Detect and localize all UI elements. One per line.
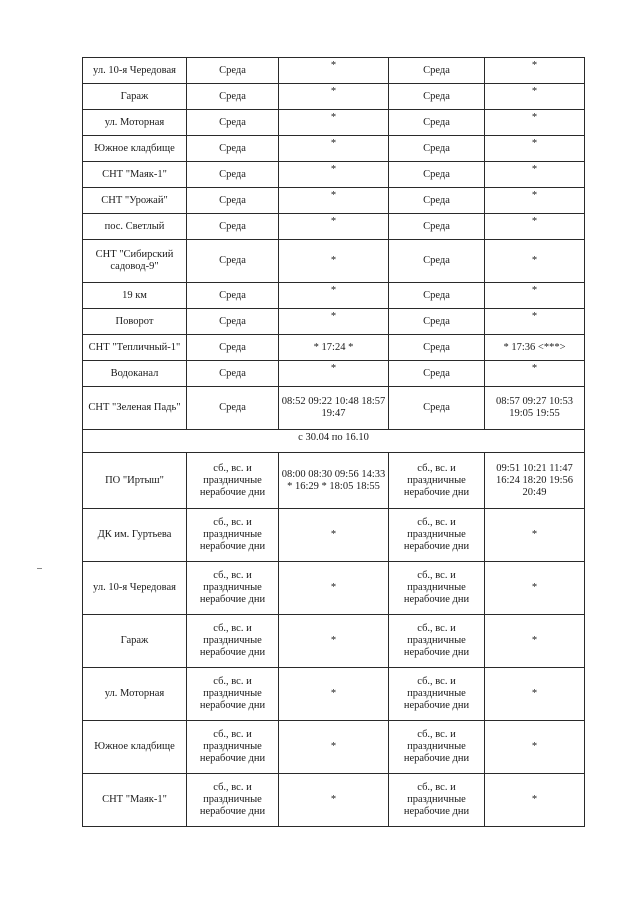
stop-name: ул. 10-я Чередовая [83, 562, 187, 615]
departure-times: * [279, 668, 389, 721]
day-cell: сб., вс. и праздничные нерабочие дни [187, 453, 279, 509]
day-cell: Среда [187, 188, 279, 214]
table-row [83, 188, 585, 214]
arrival-times: * [485, 562, 585, 615]
section-title: с 30.04 по 16.10 [83, 430, 585, 453]
stop-name: СНТ "Тепличный-1" [83, 335, 187, 361]
day-cell: Среда [187, 110, 279, 136]
day-cell: Среда [187, 387, 279, 430]
stop-name: СНТ "Маяк-1" [83, 162, 187, 188]
stop-name: Южное кладбище [83, 721, 187, 774]
day-cell: Среда [389, 58, 485, 84]
stop-name: ул. Моторная [83, 110, 187, 136]
table-row [83, 387, 585, 430]
stop-name: Поворот [83, 309, 187, 335]
stop-name: ул. 10-я Чередовая [83, 58, 187, 84]
section-row [83, 430, 585, 453]
day-cell: сб., вс. и праздничные нерабочие дни [389, 453, 485, 509]
arrival-times: * [485, 162, 585, 188]
table-row [83, 453, 585, 509]
arrival-times: * [485, 188, 585, 214]
day-cell: Среда [187, 335, 279, 361]
departure-times: * [279, 110, 389, 136]
arrival-times: * [485, 110, 585, 136]
arrival-times: 09:51 10:21 11:47 16:24 18:20 19:56 20:49 [485, 453, 585, 509]
stop-name: Водоканал [83, 361, 187, 387]
table-row [83, 668, 585, 721]
day-cell: Среда [389, 283, 485, 309]
departure-times: * [279, 361, 389, 387]
arrival-times: * [485, 309, 585, 335]
table-row [83, 335, 585, 361]
arrival-times: * [485, 283, 585, 309]
day-cell: Среда [389, 188, 485, 214]
arrival-times: * 17:36 <***> [485, 335, 585, 361]
arrival-times: * [485, 58, 585, 84]
day-cell: Среда [187, 58, 279, 84]
departure-times: * [279, 240, 389, 283]
table-row [83, 240, 585, 283]
departure-times: 08:52 09:22 10:48 18:57 19:47 [279, 387, 389, 430]
stop-name: 19 км [83, 283, 187, 309]
arrival-times: * [485, 774, 585, 827]
arrival-times: * [485, 361, 585, 387]
stop-name: Южное кладбище [83, 136, 187, 162]
table-row [83, 58, 585, 84]
arrival-times: 08:57 09:27 10:53 19:05 19:55 [485, 387, 585, 430]
arrival-times: * [485, 615, 585, 668]
scan-mark [37, 568, 42, 569]
table-row [83, 615, 585, 668]
day-cell: Среда [389, 361, 485, 387]
stop-name: СНТ "Сибирский садовод-9" [83, 240, 187, 283]
stop-name: пос. Светлый [83, 214, 187, 240]
departure-times: * [279, 58, 389, 84]
departure-times: * [279, 615, 389, 668]
stop-name: СНТ "Урожай" [83, 188, 187, 214]
table-row [83, 110, 585, 136]
day-cell: сб., вс. и праздничные нерабочие дни [187, 509, 279, 562]
arrival-times: * [485, 721, 585, 774]
stop-name: ДК им. Гуртьева [83, 509, 187, 562]
day-cell: сб., вс. и праздничные нерабочие дни [389, 774, 485, 827]
day-cell: Среда [187, 240, 279, 283]
stop-name: ПО "Иртыш" [83, 453, 187, 509]
stop-name: СНТ "Зеленая Падь" [83, 387, 187, 430]
table-row [83, 214, 585, 240]
day-cell: сб., вс. и праздничные нерабочие дни [389, 615, 485, 668]
departure-times: * [279, 774, 389, 827]
day-cell: Среда [389, 214, 485, 240]
day-cell: Среда [389, 387, 485, 430]
arrival-times: * [485, 84, 585, 110]
day-cell: Среда [187, 84, 279, 110]
day-cell: сб., вс. и праздничные нерабочие дни [187, 615, 279, 668]
day-cell: Среда [389, 110, 485, 136]
day-cell: сб., вс. и праздничные нерабочие дни [187, 721, 279, 774]
stop-name: Гараж [83, 615, 187, 668]
arrival-times: * [485, 214, 585, 240]
day-cell: сб., вс. и праздничные нерабочие дни [389, 721, 485, 774]
table-row [83, 361, 585, 387]
day-cell: Среда [389, 84, 485, 110]
day-cell: Среда [389, 335, 485, 361]
departure-times: * [279, 562, 389, 615]
arrival-times: * [485, 136, 585, 162]
day-cell: Среда [389, 309, 485, 335]
day-cell: сб., вс. и праздничные нерабочие дни [187, 562, 279, 615]
stop-name: ул. Моторная [83, 668, 187, 721]
schedule-body [83, 58, 585, 827]
table-row [83, 774, 585, 827]
departure-times: * [279, 721, 389, 774]
departure-times: * 17:24 * [279, 335, 389, 361]
table-row [83, 562, 585, 615]
table-row [83, 283, 585, 309]
departure-times: * [279, 214, 389, 240]
day-cell: сб., вс. и праздничные нерабочие дни [389, 668, 485, 721]
arrival-times: * [485, 240, 585, 283]
departure-times: * [279, 84, 389, 110]
departure-times: * [279, 162, 389, 188]
arrival-times: * [485, 668, 585, 721]
departure-times: * [279, 188, 389, 214]
departure-times: * [279, 509, 389, 562]
table-row [83, 509, 585, 562]
schedule-table [82, 57, 585, 827]
day-cell: сб., вс. и праздничные нерабочие дни [187, 774, 279, 827]
table-row [83, 84, 585, 110]
day-cell: Среда [389, 136, 485, 162]
arrival-times: * [485, 509, 585, 562]
day-cell: Среда [187, 136, 279, 162]
stop-name: СНТ "Маяк-1" [83, 774, 187, 827]
day-cell: Среда [187, 214, 279, 240]
day-cell: сб., вс. и праздничные нерабочие дни [389, 509, 485, 562]
table-row [83, 721, 585, 774]
day-cell: Среда [187, 309, 279, 335]
day-cell: сб., вс. и праздничные нерабочие дни [389, 562, 485, 615]
day-cell: Среда [187, 283, 279, 309]
departure-times: * [279, 309, 389, 335]
day-cell: Среда [389, 240, 485, 283]
table-row [83, 136, 585, 162]
departure-times: 08:00 08:30 09:56 14:33 * 16:29 * 18:05 18:55 [279, 453, 389, 509]
table-row [83, 162, 585, 188]
day-cell: Среда [187, 361, 279, 387]
table-row [83, 309, 585, 335]
departure-times: * [279, 283, 389, 309]
day-cell: Среда [187, 162, 279, 188]
day-cell: сб., вс. и праздничные нерабочие дни [187, 668, 279, 721]
stop-name: Гараж [83, 84, 187, 110]
day-cell: Среда [389, 162, 485, 188]
departure-times: * [279, 136, 389, 162]
